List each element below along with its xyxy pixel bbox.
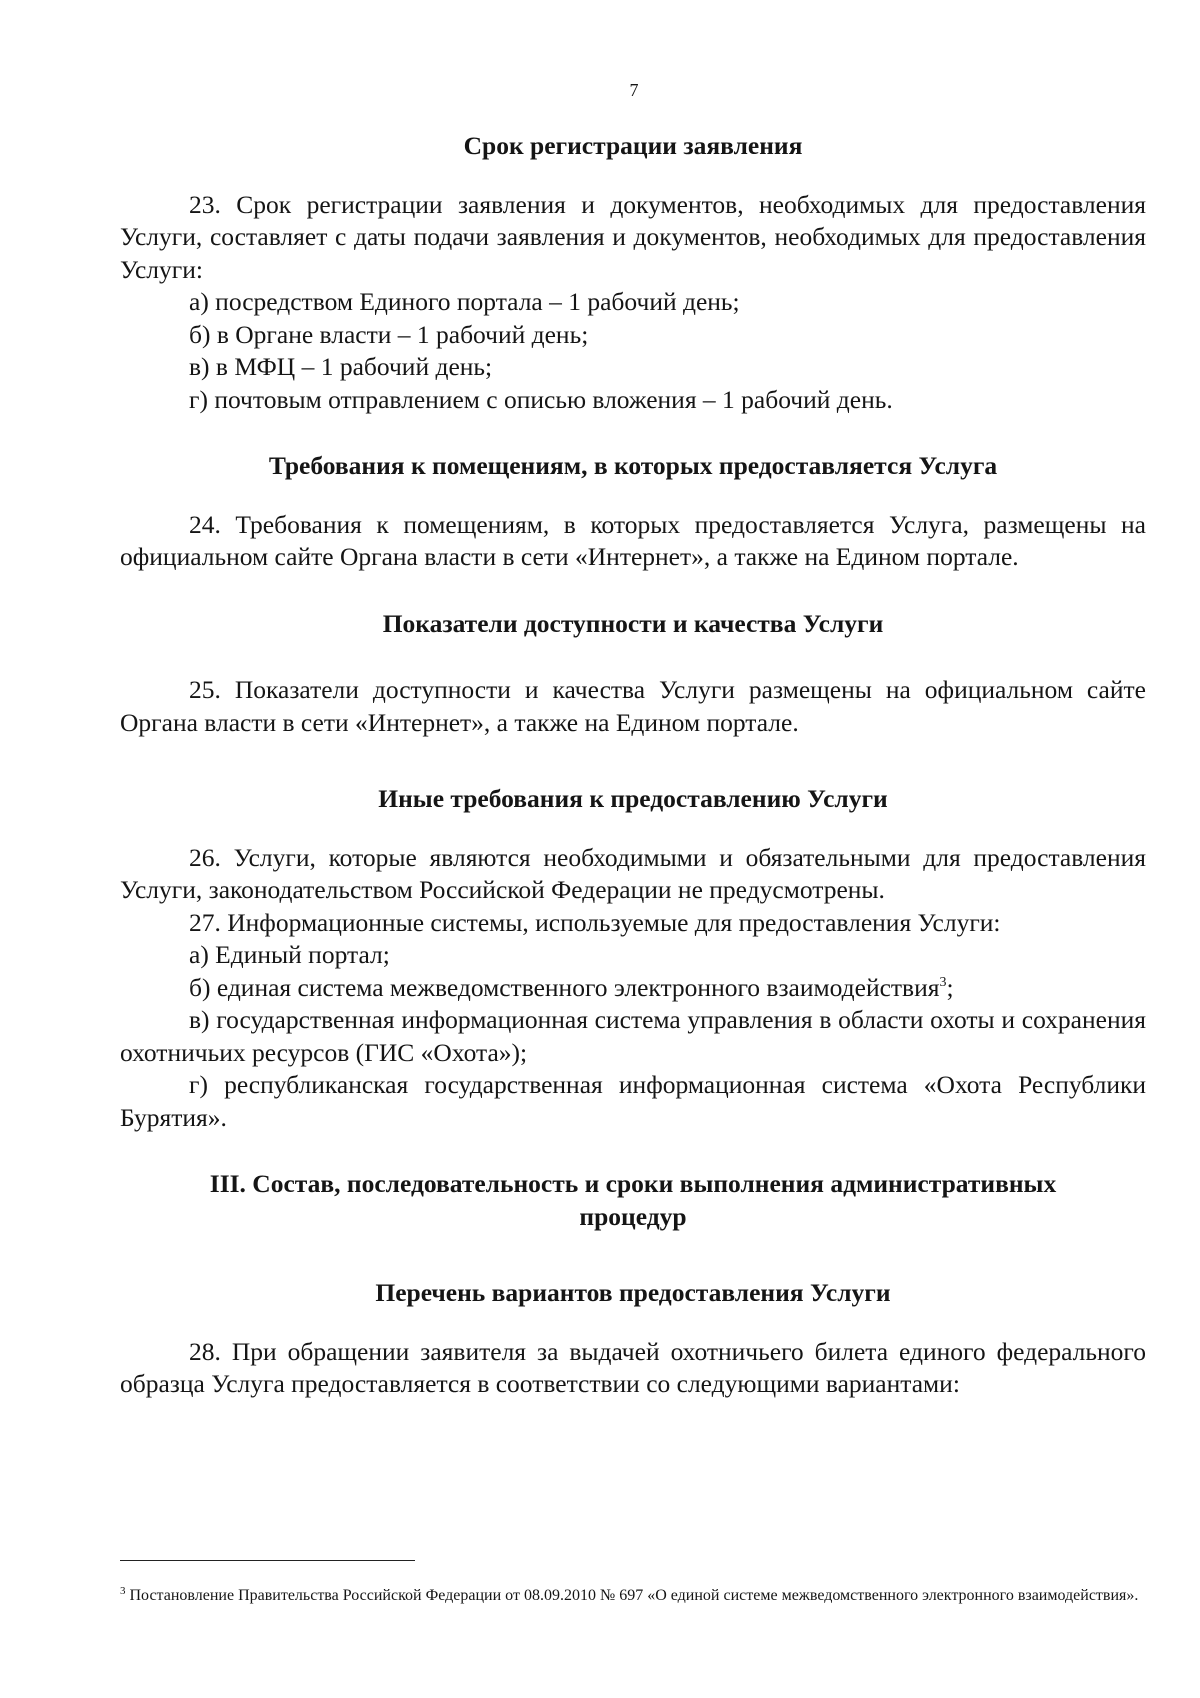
paragraph-27: 27. Информационные системы, используемые для предоставления Услуги: xyxy=(189,907,1001,937)
footnote-number: 3 xyxy=(120,1585,126,1597)
list-item xyxy=(120,972,1146,1005)
list-item: г) почтовым отправлением с описью вложения – 1 рабочий день. xyxy=(189,384,893,414)
heading-service-variants: Перечень вариантов предоставления Услуги xyxy=(375,1278,891,1307)
list-item: в) государственная информационная система управления в области охоты и сохранения охотничьих ресурсов (ГИС «Охота»); xyxy=(120,1005,1146,1067)
list-item-text: б) единая система межведомственного электронного взаимодействия xyxy=(189,972,940,1002)
footnote-divider xyxy=(120,1560,415,1561)
paragraph-28: 28. При обращении заявителя за выдачей охотничьего билета единого федерального образца Услуга предоставляется в соответствии со следующими вариантами: xyxy=(120,1336,1146,1398)
heading-line: процедур xyxy=(579,1201,687,1231)
footnote-reference: 3 xyxy=(939,974,947,990)
heading-section-iii xyxy=(120,1168,1146,1233)
paragraph-26: 26. Услуги, которые являются необходимыми и обязательными для предоставления Услуги, законодательством Российской Федерации не предусмотрены. xyxy=(120,842,1146,904)
heading-premises-requirements: Требования к помещениям, в которых предоставляется Услуга xyxy=(268,451,998,480)
list-item: а) Единый портал; xyxy=(189,940,390,969)
heading-line: III. Состав, последовательность и сроки выполнения административных xyxy=(209,1169,1057,1198)
list-item: г) республиканская государственная информационная система «Охота Республики Бурятия». xyxy=(120,1070,1146,1132)
page-number: 7 xyxy=(629,80,639,100)
paragraph-23: 23. Срок регистрации заявления и документов, необходимых для предоставления Услуги, составляет с даты подачи заявления и документов, необходимых для предоставления Услуги: xyxy=(120,189,1146,284)
paragraph-25: 25. Показатели доступности и качества Услуги размещены на официальном сайте Органа власти в сети «Интернет», а также на Едином портале. xyxy=(120,675,1146,737)
footnote-text: Постановление Правительства Российской Федерации от 08.09.2010 № 697 «О единой системе межведомственного электронного взаимодействия». xyxy=(125,1587,1139,1604)
document-body xyxy=(120,130,1146,1401)
heading-accessibility-indicators: Показатели доступности и качества Услуги xyxy=(382,608,884,638)
heading-other-requirements: Иные требования к предоставлению Услуги xyxy=(378,784,888,813)
footnote xyxy=(120,1584,1146,1608)
list-item: а) посредством Единого портала – 1 рабочий день; xyxy=(189,287,740,316)
list-item-end: ; xyxy=(946,972,954,1002)
paragraph-24: 24. Требования к помещениям, в которых предоставляется Услуга, размещены на официальном сайте Органа власти в сети «Интернет», а также на Едином портале. xyxy=(120,509,1146,571)
list-item: в) в МФЦ – 1 рабочий день; xyxy=(189,352,493,381)
heading-registration-term: Срок регистрации заявления xyxy=(463,131,803,160)
list-item: б) в Органе власти – 1 рабочий день; xyxy=(189,319,589,349)
